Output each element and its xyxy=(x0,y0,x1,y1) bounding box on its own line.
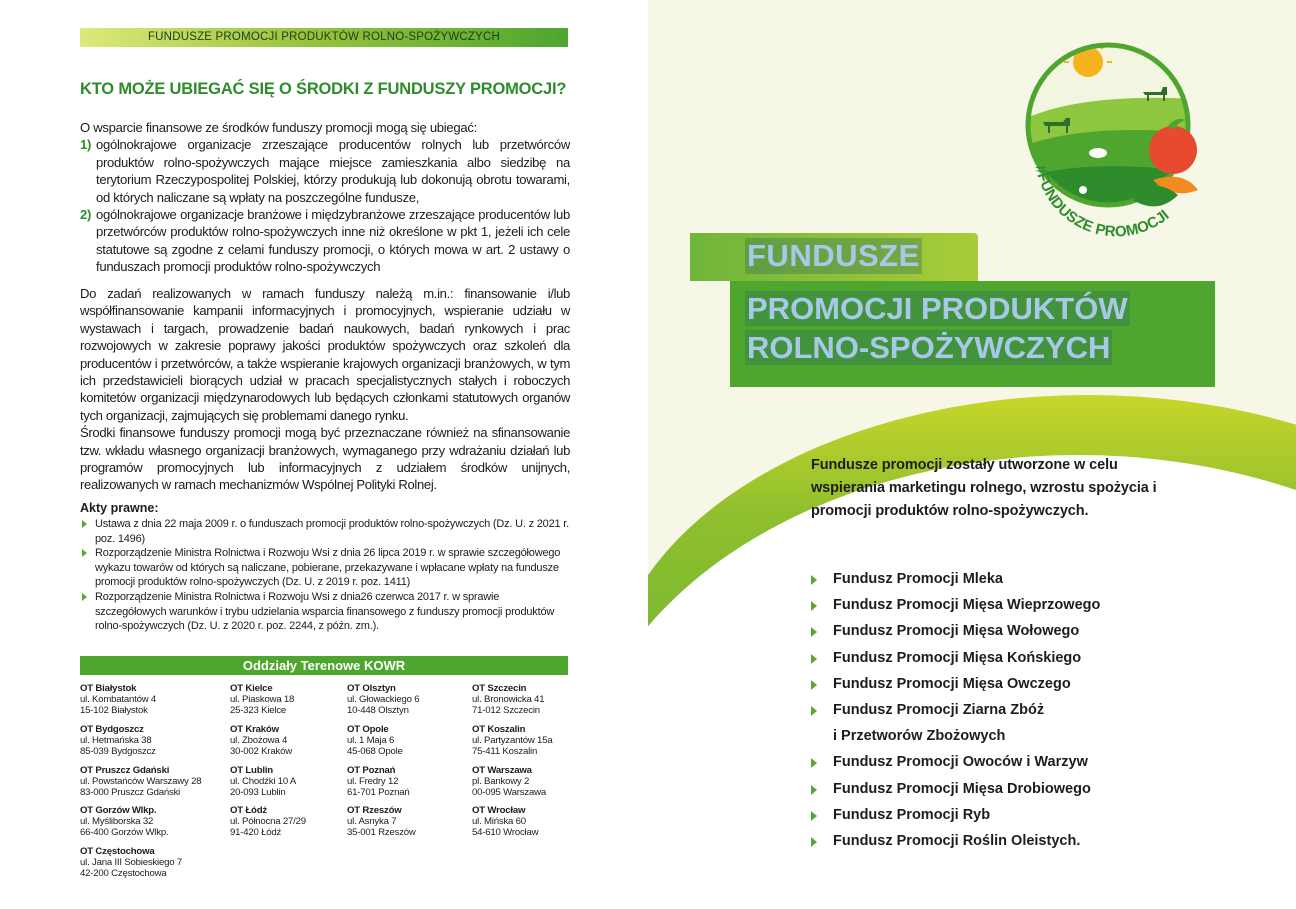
list-item xyxy=(808,776,1100,802)
office-name: OT Pruszcz Gdański xyxy=(80,765,170,776)
list-item-continuation xyxy=(808,723,1100,749)
bullet-icon xyxy=(811,575,817,585)
legal-act-text: Rozporządzenie Ministra Rolnictwa i Rozwoju Wsi z dnia 26 lipca 2019 r. w sprawie szczegółowego wykazu towarów od których są naliczane, pobierane, przekazywane i wpłacane wpłaty na fundusze promocji produktów rolno-spożywczych (Dz. U. z 2019 r. poz. 1411) xyxy=(95,547,561,589)
fund-name: Fundusz Promocji Ryb xyxy=(833,806,991,823)
office-street: ul. 1 Maja 6 xyxy=(347,734,395,746)
office-entry xyxy=(347,806,416,838)
office-entry xyxy=(230,766,296,798)
office-street: ul. Piaskowa 18 xyxy=(230,693,295,705)
office-entry xyxy=(230,806,306,838)
office-street: ul. Asnyka 7 xyxy=(347,815,397,827)
office-name: OT Szczecin xyxy=(472,683,527,694)
bullet-icon xyxy=(811,837,817,847)
office-city: 83-000 Pruszcz Gdański xyxy=(80,786,181,798)
fund-name: Fundusz Promocji Roślin Oleistych. xyxy=(833,833,1081,850)
office-street: ul. Głowackiego 6 xyxy=(347,693,420,705)
office-city: 20-093 Lublin xyxy=(230,786,286,798)
list-item xyxy=(80,206,570,276)
list-item xyxy=(808,645,1100,671)
office-street: ul. Fredry 12 xyxy=(347,775,399,787)
intro-text: O wsparcie finansowe ze środków funduszy promocji mogą się ubiegać: xyxy=(80,120,477,135)
office-entry xyxy=(230,725,292,757)
office-city: 61-701 Poznań xyxy=(347,786,410,798)
bullet-icon xyxy=(811,785,817,795)
fund-name: Fundusz Promocji Mięsa Wieprzowego xyxy=(833,597,1101,614)
legal-acts-list xyxy=(80,517,570,634)
eligibility-section xyxy=(80,119,570,276)
right-page xyxy=(648,0,1296,909)
office-entry xyxy=(80,847,182,879)
office-street: ul. Myśliborska 32 xyxy=(80,815,154,827)
description: Fundusze promocji zostały utworzone w celu wspierania marketingu rolnego, wzrostu spożycia i promocji produktów rolno-spożywczych. xyxy=(811,457,1157,520)
office-name: OT Kraków xyxy=(230,724,279,735)
office-entry xyxy=(347,684,419,716)
office-name: OT Gorzów Wlkp. xyxy=(80,805,157,816)
bullet-icon xyxy=(811,654,817,664)
fund-name: Fundusz Promocji Mięsa Owczego xyxy=(833,675,1071,692)
bullet-icon xyxy=(811,601,817,611)
legal-heading: Akty prawne: xyxy=(80,501,159,515)
bullet-icon xyxy=(811,811,817,821)
list-item xyxy=(808,592,1100,618)
fund-name: Fundusz Promocji Mleka xyxy=(833,571,1003,587)
bullet-icon xyxy=(82,520,87,528)
office-street: pl. Bankowy 2 xyxy=(472,775,530,787)
svg-text:#FUNDUSZE PROMOCJI: #FUNDUSZE PROMOCJI xyxy=(1031,163,1173,241)
header-bar: FUNDUSZE PROMOCJI PRODUKTÓW ROLNO-SPOŻYWCZYCH xyxy=(80,28,568,47)
office-entry xyxy=(472,766,546,798)
office-entry xyxy=(472,725,552,757)
list-item xyxy=(808,697,1100,723)
office-city: 45-068 Opole xyxy=(347,745,403,757)
office-city: 35-001 Rzeszów xyxy=(347,826,416,838)
office-entry xyxy=(80,766,201,798)
funds-list xyxy=(808,566,1100,854)
office-city: 66-400 Gorzów Wlkp. xyxy=(80,826,169,838)
office-city: 91-420 Łódź xyxy=(230,826,282,838)
title-block xyxy=(745,289,1130,367)
office-city: 25-323 Kielce xyxy=(230,704,287,716)
bullet-icon xyxy=(811,758,817,768)
item-number: 2) xyxy=(80,207,92,223)
office-street: ul. Mińska 60 xyxy=(472,815,526,827)
list-item xyxy=(80,590,570,634)
office-city: 71-012 Szczecin xyxy=(472,704,540,716)
page-heading: KTO MOŻE UBIEGAĆ SIĘ O ŚRODKI Z FUNDUSZY PROMOCJI? xyxy=(80,80,567,98)
bullet-icon xyxy=(82,593,87,601)
bullet-icon xyxy=(82,549,87,557)
bullet-icon xyxy=(811,627,817,637)
item-text: ogólnokrajowe organizacje zrzeszające producentów rolnych lub przetwórców produktów rolno-spożywczych mające miejsce zamieszkania albo siedzibę na terytorium Rzeczypospolitej Polskiej, którzy produkują lub dokonują obrotu towarami, od których naliczane są wpłaty na poszczególne fundusze, xyxy=(96,137,570,205)
office-entry xyxy=(347,725,403,757)
tasks-paragraph: Do zadań realizowanych w ramach funduszy należą m.in.: finansowanie i/lub współfinansowanie kampanii informacyjnych i promocyjnych, wspieranie udziału w wystawach i targach, prowadzenie badań naukowych, badań rynkowych i prac rozwojowych w zakresie poprawy jakości produktów spożywczych oraz szkoleń dla producentów i przetwórców, a także wspieranie krajowych organizacji branżowych, w tym ich przedstawicieli biorących udział w pracach specjalistycznych stałych i roboczych komitetów organizacji międzynarodowych lub będących członkami statutowych organów tych organizacji, zajmujących się problemami danego rynku. xyxy=(80,286,570,423)
fund-name: i Przetworów Zbożowych xyxy=(833,728,1006,745)
bullet-icon xyxy=(811,680,817,690)
offices-heading: Oddziały Terenowe KOWR xyxy=(80,656,568,675)
office-name: OT Białystok xyxy=(80,683,137,694)
office-name: OT Lublin xyxy=(230,765,273,776)
list-item xyxy=(80,517,570,546)
office-city: 42-200 Częstochowa xyxy=(80,867,167,879)
office-name: OT Koszalin xyxy=(472,724,526,735)
title-line-2: PROMOCJI PRODUKTÓW xyxy=(747,291,1128,326)
office-city: 85-039 Bydgoszcz xyxy=(80,745,156,757)
office-entry xyxy=(347,766,409,798)
item-text: ogólnokrajowe organizacje branżowe i międzybranżowe zrzeszające producentów lub przetwórców produktów rolno-spożywczych inne niż określone w pkt 1, jeżeli ich cele statutowe są zgodne z celami funduszy promocji, o których mowa w art. 2 ustawy o funduszach promocji produktów rolno-spożywczych xyxy=(96,207,570,275)
office-name: OT Bydgoszcz xyxy=(80,724,144,735)
list-item xyxy=(808,802,1100,828)
office-city: 75-411 Koszalin xyxy=(472,745,538,757)
office-street: ul. Chodźki 10 A xyxy=(230,775,297,787)
office-entry xyxy=(230,684,294,716)
list-item xyxy=(808,566,1100,592)
office-street: ul. Powstańców Warszawy 28 xyxy=(80,775,202,787)
legal-act-text: Ustawa z dnia 22 maja 2009 r. o funduszach promocji produktów rolno-spożywczych (Dz. U. z 2021 r. poz. 1496) xyxy=(95,518,569,545)
office-street: ul. Jana III Sobieskiego 7 xyxy=(80,856,182,868)
office-street: ul. Hetmańska 38 xyxy=(80,734,152,746)
title-line-3: ROLNO-SPOŻYWCZYCH xyxy=(747,330,1111,365)
tasks-paragraph: Środki finansowe funduszy promocji mogą być przeznaczane również na sfinansowanie tzw. wkładu własnego organizacji branżowych, wymaganego przy wdrażaniu działań lub programów promocyjnych lub informacyjnych z udziałem środków unijnych, realizowanych w ramach mechanizmów Wspólnej Polityki Rolnej. xyxy=(80,425,570,493)
bullet-icon xyxy=(811,706,817,716)
office-name: OT Kielce xyxy=(230,683,273,694)
office-name: OT Opole xyxy=(347,724,389,735)
office-name: OT Olsztyn xyxy=(347,683,396,694)
item-number: 1) xyxy=(80,137,92,153)
office-name: OT Częstochowa xyxy=(80,846,155,857)
office-city: 00-095 Warszawa xyxy=(472,786,546,798)
list-item xyxy=(808,749,1100,775)
office-name: OT Wrocław xyxy=(472,805,526,816)
fund-name: Fundusz Promocji Mięsa Końskiego xyxy=(833,649,1082,666)
office-city: 30-002 Kraków xyxy=(230,745,292,757)
office-street: ul. Partyzantów 15a xyxy=(472,734,553,746)
fund-name: Fundusz Promocji Owoców i Warzyw xyxy=(833,754,1088,771)
office-name: OT Warszawa xyxy=(472,765,532,776)
list-item xyxy=(808,671,1100,697)
eligibility-list xyxy=(80,136,570,275)
office-name: OT Łódź xyxy=(230,805,267,816)
office-city: 10-448 Olsztyn xyxy=(347,704,409,716)
office-name: OT Rzeszów xyxy=(347,805,402,816)
office-name: OT Poznań xyxy=(347,765,396,776)
legal-act-text: Rozporządzenie Ministra Rolnictwa i Rozwoju Wsi z dnia26 czerwca 2017 r. w sprawie szczegółowych warunków i trybu udzielania wsparcia finansowego z funduszy promocji produktów rolno-spożywczych (Dz. U. z 2020 r. poz. 2244, z późn. zm.). xyxy=(95,590,555,633)
office-street: ul. Zbożowa 4 xyxy=(230,734,288,746)
fund-name: Fundusz Promocji Mięsa Wołowego xyxy=(833,623,1080,640)
title-line-1: FUNDUSZE xyxy=(747,238,920,273)
list-item xyxy=(808,828,1100,854)
office-entry xyxy=(472,806,538,838)
fundusze-promocji-logo-icon xyxy=(1013,30,1213,250)
office-entry xyxy=(472,684,544,716)
list-item xyxy=(80,546,570,590)
fund-name: Fundusz Promocji Mięsa Drobiowego xyxy=(833,780,1091,797)
office-street: ul. Bronowicka 41 xyxy=(472,693,545,705)
office-street: ul. Kombatantów 4 xyxy=(80,693,157,705)
list-item xyxy=(80,136,570,206)
office-entry xyxy=(80,725,156,757)
office-city: 54-610 Wrocław xyxy=(472,826,539,838)
fund-name: Fundusz Promocji Ziarna Zbóż xyxy=(833,702,1045,719)
list-item xyxy=(808,618,1100,644)
office-entry xyxy=(80,684,156,716)
tasks-section xyxy=(80,285,570,494)
office-entry xyxy=(80,806,168,838)
office-city: 15-102 Białystok xyxy=(80,704,148,716)
office-street: ul. Północna 27/29 xyxy=(230,815,306,827)
